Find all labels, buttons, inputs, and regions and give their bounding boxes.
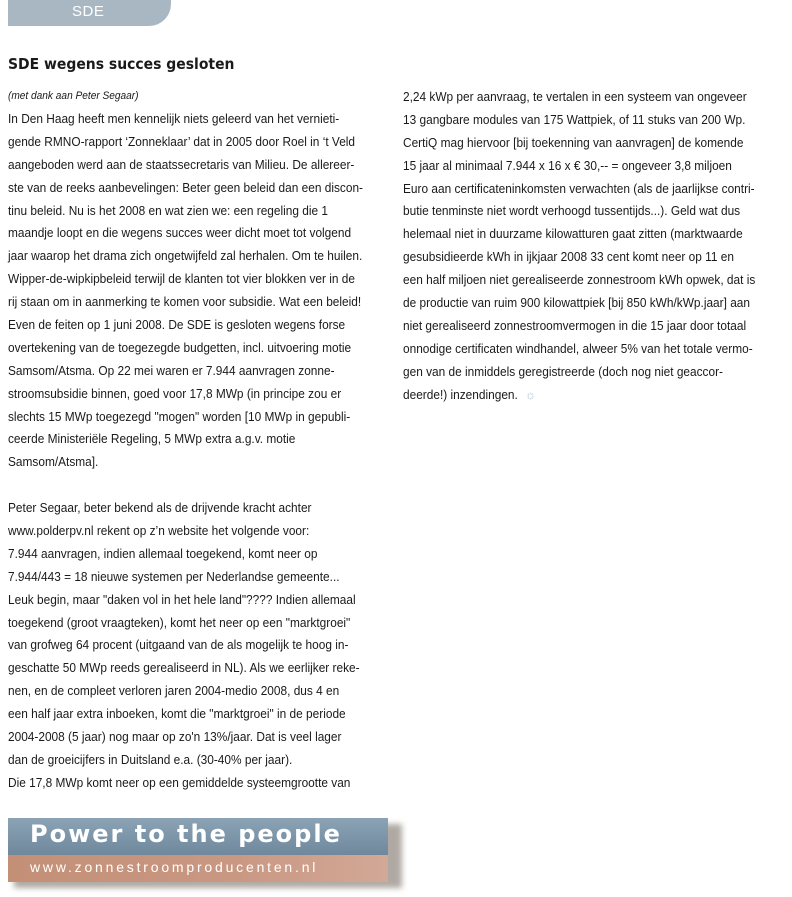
section-tab xyxy=(8,0,171,26)
text-line: toegekend (groot vraagteken), komt het neer op een "marktgroei" xyxy=(8,614,351,630)
text-line: gesubsidieerde kWh in ijkjaar 2008 33 cent komt neer op 11 en xyxy=(403,249,734,265)
text-line: helemaal niet in duurzame kilowatturen gaat zitten (marktwaarde xyxy=(403,226,743,242)
text-line: aangeboden werd aan de staatssecretaris van Milieu. De allereer- xyxy=(8,156,355,172)
text-line: deerde!) inzendingen. ☼ xyxy=(403,384,750,407)
text-line: nen, en de compleet verloren jaren 2004-medio 2008, dus 4 en xyxy=(8,683,340,699)
text-line: gende RMNO-rapport ‘Zonneklaar’ dat in 2005 door Roel in ‘t Veld xyxy=(8,133,356,149)
text-line: gen van de inmiddels geregistreerde (doch nog niet geaccor- xyxy=(403,363,724,379)
article-column-1 xyxy=(8,108,388,795)
text-line: een half miljoen niet gerealiseerde zonnestroom kWh opwek, dat is xyxy=(403,272,756,288)
text-line: www.polderpv.nl rekent op z’n website het volgende voor: xyxy=(8,523,310,539)
text-line: van grofweg 64 procent (uitgaand van de als mogelijk te hoog in- xyxy=(8,637,349,653)
text-line: Wipper-de-wipkipbeleid terwijl de klanten tot vier blokken ver in de xyxy=(8,271,356,287)
text-line: onnodige certificaten windhandel, alweer 5% van het totale vermo- xyxy=(403,340,753,356)
text-line: Samsom/Atsma. Op 22 mei waren er 7.944 aanvragen zonne- xyxy=(8,362,335,378)
text-line: dan de groeicijfers in Duitsland e.a. (30-40% per jaar). xyxy=(8,751,293,767)
text-line: In Den Haag heeft men kennelijk niets geleerd van het vernieti- xyxy=(8,111,340,126)
text-line: Die 17,8 MWp komt neer op een gemiddelde systeemgrootte van xyxy=(8,774,351,790)
sun-icon: ☼ xyxy=(525,386,536,402)
text-line: rij staan om in aanmerking te komen voor subsidie. Wat een beleid! xyxy=(8,294,362,310)
banner-url: www.zonnestroomproducenten.nl xyxy=(30,859,319,875)
text-line: ste van de reeks aanbevelingen: Beter geen beleid dan een discon- xyxy=(8,179,364,195)
text-line: 2004-2008 (5 jaar) nog maar op zo'n 13%/jaar. Dat is veel lager xyxy=(8,729,342,745)
text-line: CertiQ mag hiervoor [bij toekenning van aanvragen] de komende xyxy=(403,134,744,150)
text-line: de productie van ruim 900 kilowattpiek [bij 850 kWh/kWp.jaar] aan xyxy=(403,295,751,311)
paragraph-gap xyxy=(8,474,388,497)
article-credit: (met dank aan Peter Segaar) xyxy=(8,90,139,102)
text-line: 7.944 aanvragen, indien allemaal toegekend, komt neer op xyxy=(8,545,318,561)
text-line: Samsom/Atsma]. xyxy=(8,454,99,470)
text-line: Euro aan certificateninkomsten verwachten (als de jaarlijkse contri- xyxy=(403,180,755,196)
text-line: 7.944/443 = 18 nieuwe systemen per Nederlandse gemeente... xyxy=(8,568,340,584)
text-line: maandje loopt en die wegens succes weer dicht moet tot volgend xyxy=(8,225,352,241)
text-line: ceerde Ministeriële Regeling, 5 MWp extra a.g.v. motie xyxy=(8,431,296,447)
text-line: geschatte 50 MWp reeds gerealiseerd in NL). Als we eerlijker reke- xyxy=(8,660,360,676)
text-line: butie tenminste niet wordt verhoogd tussentijds...). Geld wat dus xyxy=(403,203,741,219)
text-line: jaar waarop het drama zich ongetwijfeld zal herhalen. Om te huilen. xyxy=(8,248,363,264)
promo-banner xyxy=(8,818,403,890)
text-line: 13 gangbare modules van 175 Wattpiek, of 11 stuks van 200 Wp. xyxy=(403,111,746,127)
article-title: SDE wegens succes gesloten xyxy=(8,55,235,73)
text-line: 15 jaar al minimaal 7.944 x 16 x € 30,-- = ongeveer 3,8 miljoen xyxy=(403,157,732,173)
text-line: niet gerealiseerd zonnestroomvermogen in die 15 jaar door totaal xyxy=(403,317,747,333)
article-column-2 xyxy=(403,86,788,406)
text-line: tinu beleid. Nu is het 2008 en wat zien we: een regeling die 1 xyxy=(8,202,329,218)
text-line: 2,24 kWp per aanvraag, te vertalen in een systeem van ongeveer xyxy=(403,89,747,104)
text-line: een half jaar extra inboeken, komt die "marktgroei" in de periode xyxy=(8,706,346,722)
section-tab-label: SDE xyxy=(72,3,105,20)
text-line: Leuk begin, maar "daken vol in het hele land"???? Indien allemaal xyxy=(8,591,356,607)
text-line: Peter Segaar, beter bekend als de drijvende kracht achter xyxy=(8,500,312,516)
text-line: slechts 15 MWp toegezegd "mogen" worden [10 MWp in gepubli- xyxy=(8,408,351,424)
text-line: stroomsubsidie binnen, goed voor 17,8 MWp (in principe zou er xyxy=(8,385,342,401)
text-line: Even de feiten op 1 juni 2008. De SDE is gesloten wegens forse xyxy=(8,317,346,333)
banner-slogan: Power to the people xyxy=(30,820,342,848)
banner-top-band xyxy=(8,818,388,855)
text-line: overtekening van de toegezegde budgetten, incl. uitvoering motie xyxy=(8,339,352,355)
